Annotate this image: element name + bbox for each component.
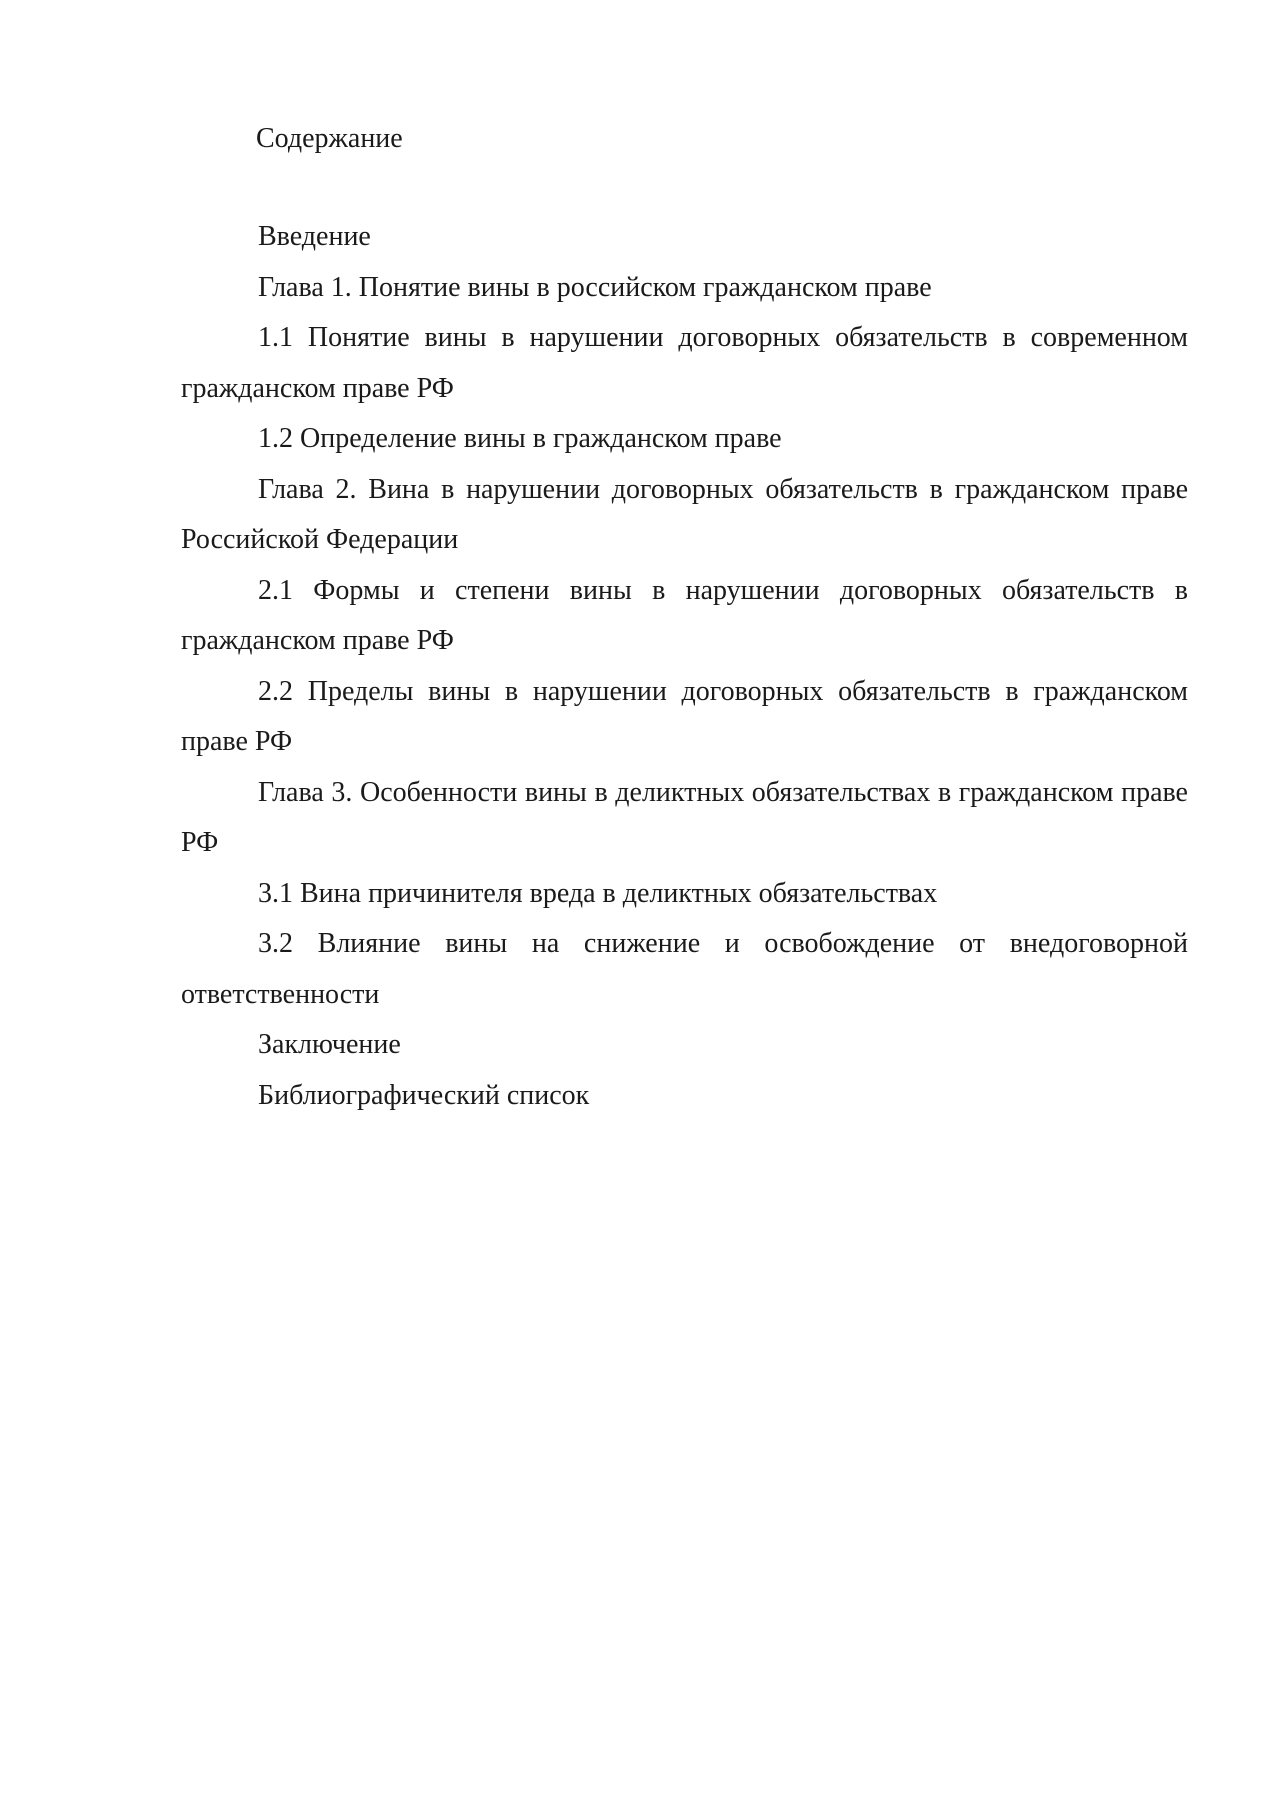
- toc-entry-section-3-1: 3.1 Вина причинителя вреда в деликтных обязательствах: [258, 877, 938, 909]
- toc-entry-chapter-3: Глава 3. Особенности вины в деликтных обязательствах в гражданском праве РФ: [181, 776, 1188, 858]
- toc-entry-section-1-2: 1.2 Определение вины в гражданском праве: [258, 423, 782, 454]
- toc-entry-section-2-1: 2.1 Формы и степени вины в нарушении договорных обязательств в гражданском праве РФ: [181, 574, 1188, 656]
- toc-entry-chapter-1: Глава 1. Понятие вины в российском гражданском праве: [258, 271, 932, 303]
- toc-entry-section-1-1: 1.1 Понятие вины в нарушении договорных обязательств в современном гражданском праве РФ: [181, 322, 1188, 404]
- toc-entry-bibliography: Библиографический список: [258, 1079, 590, 1111]
- table-of-contents: [181, 212, 1188, 1121]
- toc-entry-introduction: Введение: [258, 221, 371, 252]
- page-title: Содержание: [256, 123, 403, 154]
- toc-entry-section-3-2: 3.2 Влияние вины на снижение и освобождение от внедоговорной ответственности: [181, 928, 1188, 1010]
- toc-entry-conclusion: Заключение: [258, 1029, 401, 1060]
- toc-entry-chapter-2: Глава 2. Вина в нарушении договорных обязательств в гражданском праве Российской Федерации: [181, 473, 1188, 555]
- toc-entry-section-2-2: 2.2 Пределы вины в нарушении договорных обязательств в гражданском праве РФ: [181, 675, 1188, 757]
